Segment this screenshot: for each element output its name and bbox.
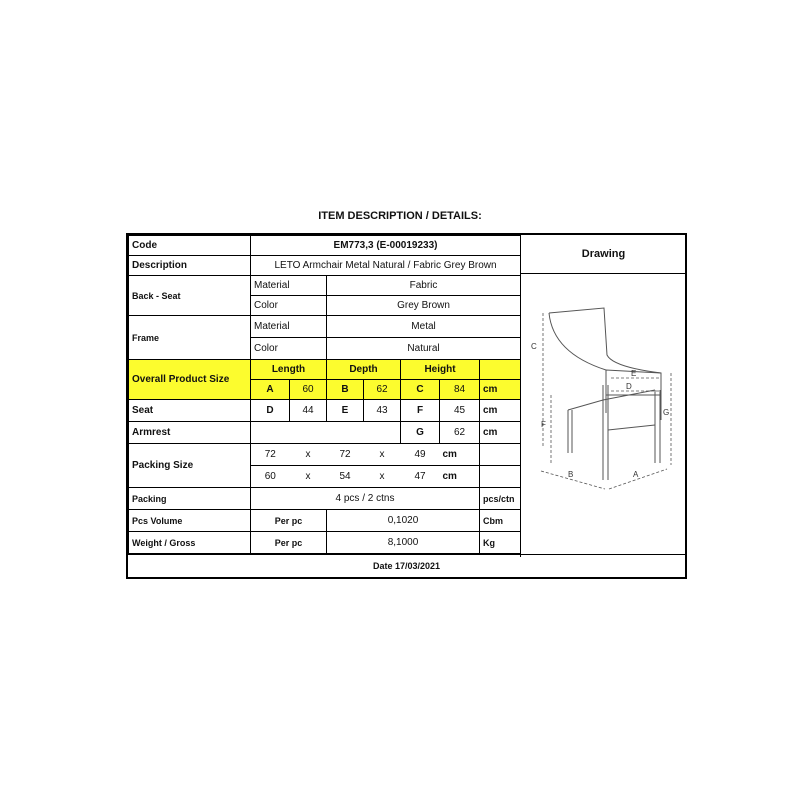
spec-sheet — [126, 233, 687, 579]
drawing-label-g: G — [663, 408, 670, 417]
packing-size-1-height: 49 — [401, 444, 440, 466]
seat-label: Seat — [129, 400, 251, 422]
frame-label: Frame — [129, 316, 251, 360]
packing-size-1-unit: cm — [440, 444, 480, 466]
seat-f-letter: F — [401, 400, 440, 422]
packing-size-2-blank — [480, 466, 521, 488]
frame-material-label: Material — [251, 316, 327, 338]
pcs-volume-label: Pcs Volume — [129, 510, 251, 532]
pcs-volume-row — [129, 510, 521, 532]
depth-header: Depth — [327, 360, 401, 380]
description-row — [129, 256, 521, 276]
packing-size-2-height: 47 — [401, 466, 440, 488]
back-seat-material-row — [129, 276, 521, 296]
overall-c-value: 84 — [440, 380, 480, 400]
packing-size-2-depth: 54 — [327, 466, 364, 488]
armrest-label: Armrest — [129, 422, 251, 444]
page-heading: ITEM DESCRIPTION / DETAILS: — [318, 210, 482, 222]
drawing-label-e: E — [631, 369, 637, 378]
weight-row — [129, 532, 521, 554]
packing-size-1-x2: x — [364, 444, 401, 466]
packing-size-1-blank — [480, 444, 521, 466]
frame-material-value: Metal — [327, 316, 521, 338]
frame-color-label: Color — [251, 338, 327, 360]
packing-value: 4 pcs / 2 ctns — [251, 488, 480, 510]
packing-unit: pcs/ctn — [480, 488, 521, 510]
drawing-label-a: A — [633, 470, 639, 479]
back-seat-color-label: Color — [251, 296, 327, 316]
back-seat-material-label: Material — [251, 276, 327, 296]
drawing-panel — [520, 235, 686, 557]
size-header-blank — [480, 360, 521, 380]
frame-color-value: Natural — [327, 338, 521, 360]
packing-row — [129, 488, 521, 510]
armrest-blank — [251, 422, 401, 444]
packing-size-2-x2: x — [364, 466, 401, 488]
length-header: Length — [251, 360, 327, 380]
description-label: Description — [129, 256, 251, 276]
date-row: Date 17/03/2021 — [128, 554, 685, 577]
seat-e-letter: E — [327, 400, 364, 422]
code-label: Code — [129, 236, 251, 256]
pcs-volume-per: Per pc — [251, 510, 327, 532]
back-seat-material-value: Fabric — [327, 276, 521, 296]
frame-material-row — [129, 316, 521, 338]
back-seat-color-value: Grey Brown — [327, 296, 521, 316]
pcs-volume-value: 0,1020 — [327, 510, 480, 532]
back-leg — [568, 410, 572, 453]
weight-value: 8,1000 — [327, 532, 480, 554]
backrest-outline — [549, 308, 661, 420]
overall-a-value: 60 — [290, 380, 327, 400]
pcs-volume-unit: Cbm — [480, 510, 521, 532]
weight-per: Per pc — [251, 532, 327, 554]
armrest-g-value: 62 — [440, 422, 480, 444]
packing-size-2-length: 60 — [251, 466, 290, 488]
packing-size-2-unit: cm — [440, 466, 480, 488]
seat-d-value: 44 — [290, 400, 327, 422]
size-header-row — [129, 360, 521, 380]
overall-unit: cm — [480, 380, 521, 400]
back-seat-label: Back - Seat — [129, 276, 251, 316]
front-right-leg — [655, 390, 660, 463]
drawing-label-f: F — [541, 420, 546, 429]
seat-frame — [568, 390, 655, 410]
packing-size-1-length: 72 — [251, 444, 290, 466]
drawing-title: Drawing — [521, 235, 686, 274]
seat-d-letter: D — [251, 400, 290, 422]
packing-size-2-x1: x — [290, 466, 327, 488]
overall-a-letter: A — [251, 380, 290, 400]
backrest-inner — [549, 313, 606, 413]
packing-size-1-x1: x — [290, 444, 327, 466]
description-value: LETO Armchair Metal Natural / Fabric Grey Brown — [251, 256, 521, 276]
overall-b-value: 62 — [364, 380, 401, 400]
packing-size-row-1 — [129, 444, 521, 466]
packing-label: Packing — [129, 488, 251, 510]
overall-b-letter: B — [327, 380, 364, 400]
seat-unit: cm — [480, 400, 521, 422]
armrest-unit: cm — [480, 422, 521, 444]
drawing-label-b: B — [568, 470, 574, 479]
armrest-row — [129, 422, 521, 444]
weight-unit: Kg — [480, 532, 521, 554]
code-row — [129, 236, 521, 256]
chair-drawing — [521, 275, 686, 525]
seat-e-value: 43 — [364, 400, 401, 422]
drawing-label-c: C — [531, 342, 537, 351]
overall-c-letter: C — [401, 380, 440, 400]
overall-size-label: Overall Product Size — [129, 360, 251, 400]
packing-size-1-depth: 72 — [327, 444, 364, 466]
weight-label: Weight / Gross — [129, 532, 251, 554]
lower-frame — [608, 425, 655, 430]
seat-f-value: 45 — [440, 400, 480, 422]
code-value: EM773,3 (E-00019233) — [251, 236, 521, 256]
armrest-g-letter: G — [401, 422, 440, 444]
drawing-label-d: D — [626, 382, 632, 391]
height-header: Height — [401, 360, 480, 380]
spec-table — [128, 235, 521, 554]
packing-size-label: Packing Size — [129, 444, 251, 488]
seat-row — [129, 400, 521, 422]
